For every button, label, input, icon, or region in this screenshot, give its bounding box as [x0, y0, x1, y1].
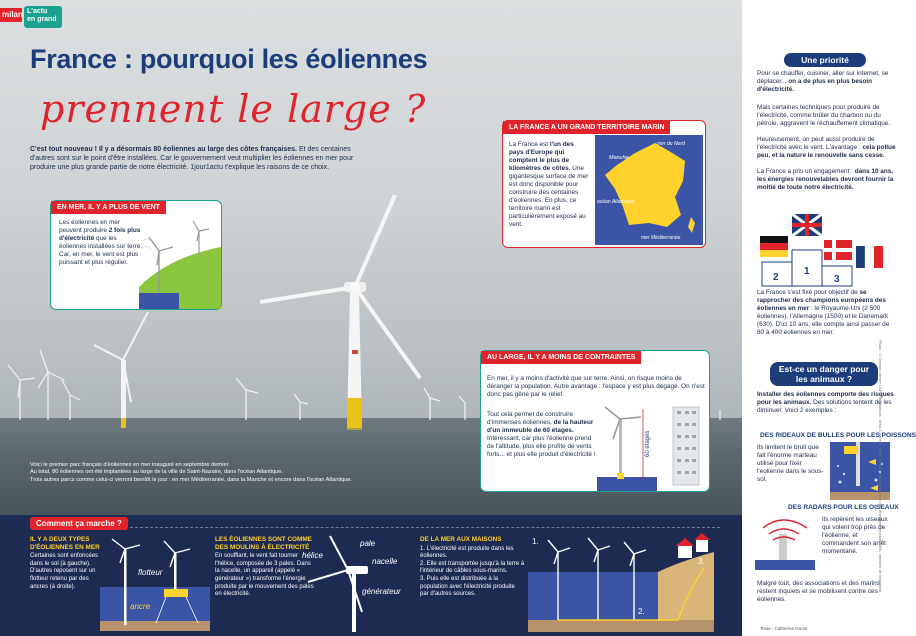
- step-1: 1. L'électricité est produite dans les éoliennes.: [420, 545, 514, 560]
- wind-land-sea-illustration: [139, 217, 221, 309]
- offshore-text-3: Intéressant, car plus l'éolienne prend de l'altitude, plus elle profite de vents forts... et plus elle produit d'électricité !: [487, 435, 596, 458]
- step-number-2: 2.: [638, 607, 645, 616]
- main-turbine: [260, 195, 420, 430]
- wind-text-bold: 2 fois plus d'électricité: [59, 227, 141, 242]
- map-text-bold: l'un des pays d'Europe qui comptent le plus de kilomètres de côtes.: [509, 141, 574, 172]
- photo-caption: [30, 462, 360, 484]
- map-label-med: mer Méditerranée: [641, 235, 681, 241]
- animals-intro-text: Des solutions tentent de les diminuer. Voici 2 exemples :: [757, 399, 892, 414]
- animals-intro: [757, 391, 897, 415]
- map-text-1: La France est: [509, 141, 550, 148]
- info-box-wind-title: EN MER, IL Y A PLUS DE VENT: [51, 201, 166, 214]
- label-nacelle: nacelle: [372, 557, 398, 566]
- champions-a: La France s'est fixé pour objectif de: [757, 289, 860, 296]
- section-tab-line1: L'actu: [27, 8, 48, 15]
- label-generator: générateur: [362, 587, 401, 596]
- podium-3: 3: [834, 274, 840, 285]
- wind-text-1: Les éoliennes en mer peuvent produire: [59, 219, 121, 234]
- intro-paragraph: [30, 145, 366, 172]
- map-label-nord: mer du Nord: [657, 141, 685, 147]
- bubbles-text: Ils limitent le bruit que fait l'énorme marteau utilisé pour fixer l'éolienne dans le sous-sol.: [757, 444, 824, 483]
- priority-1a: Pour se chauffer, cuisiner, aller sur internet, se déplacer...: [757, 70, 889, 85]
- flag-denmark: [824, 240, 852, 260]
- priority-4b: dans 10 ans, les énergies renouvelables devront fournir la moitié de toute notre électricité.: [757, 168, 894, 191]
- priority-text-1: [757, 70, 897, 94]
- band-col-types: [30, 536, 100, 591]
- priority-text-2: Mais certaines techniques pour produire de l'électricité, comme brûler du charbon ou du pétrole, aggravent le réchauffement climatique.: [757, 104, 891, 127]
- priority-3b: cela pollue peu, et la nature le renouvelle sans cesse.: [757, 144, 896, 159]
- band-col-types-title: IL Y A DEUX TYPES D'ÉOLIENNES EN MER: [30, 536, 100, 551]
- band-col-mills-title: LES ÉOLIENNES SONT COMME DES MOULINS À ÉLECTRICITÉ: [215, 536, 312, 551]
- photo-credits: [878, 340, 891, 594]
- band-divider: [130, 527, 720, 528]
- flag-france: [856, 246, 883, 268]
- priority-3a: Heureusement, on peut aussi produire de l'électricité avec le vent. L'avantage :: [757, 136, 875, 151]
- flag-germany: [760, 236, 788, 257]
- priority-text-3: [757, 136, 897, 160]
- page-title-script: prennent le large ?: [40, 87, 427, 131]
- pill-animals-line2: les animaux ?: [795, 374, 853, 384]
- champions-b: se rapprocher des champions européens des éoliennes en mer: [757, 289, 886, 312]
- radars-text: Ils repèrent les oiseaux qui volent trop près de l'éolienne, et commandent son arrêt momentané.: [822, 516, 888, 555]
- priority-4a: La France a pris un engagement :: [757, 168, 855, 175]
- medium-turbine: [94, 312, 148, 428]
- info-box-wind-text: [59, 219, 143, 267]
- measure-label: 60 étages: [645, 430, 651, 457]
- offshore-text-2: Tout cela permet de construire d'immenses éoliennes,: [487, 411, 573, 426]
- brand-label: milan: [2, 10, 23, 19]
- band-col-homes: [420, 536, 525, 599]
- turbine-vs-building-illustration: [597, 403, 707, 491]
- caption-line-2: Au total, 80 éoliennes ont été implantées au large de la ville de Saint-Nazaire, dans l'océan Atlantique.: [30, 469, 283, 476]
- step-2: 2. Elle est transportée jusqu'à la terre à l'intérieur de câbles sous-marins.: [420, 560, 525, 575]
- priority-1b: on a de plus en plus besoin d'électricité.: [757, 78, 873, 93]
- heading-bubbles: DES RIDEAUX DE BULLES POUR LES POISSONS: [760, 432, 916, 439]
- wind-text-2: que les éoliennes installées sur terre. Car, en mer, le vent est plus puissant et plus régulier.: [59, 235, 143, 266]
- info-box-map-title: LA FRANCE A UN GRAND TERRITOIRE MARIN: [503, 121, 670, 134]
- step-number-3: 3.: [698, 557, 705, 566]
- section-tab: [24, 6, 62, 28]
- podium-1: 1: [804, 266, 810, 277]
- band-col-mills-text: En soufflant, le vent fait tourner l'hélice, composée de 3 pales. Dans la nacelle, un appareil (appelé « générateur ») transforme l'énergie produite par le mouvement des pales en électricité.: [215, 553, 314, 598]
- info-box-offshore-text: En mer, il y a moins d'activité que sur terre. Ainsi, on risque moins de déranger la population. Autre avantage : l'espace y est plus dégagé. On n'est donc pas gêné par le relief.: [487, 375, 705, 398]
- offshore-text-bold: de la hauteur d'un immeuble de 60 étages.: [487, 419, 594, 434]
- turbine-types-illustration: [100, 535, 210, 631]
- pill-animals-line1: Est-ce un danger pour: [778, 364, 870, 374]
- label-blade: pale: [360, 539, 376, 548]
- info-box-offshore: [480, 350, 710, 492]
- flag-uk: [792, 214, 822, 236]
- info-box-wind: [50, 200, 222, 310]
- champions-c: : le Royaume-Uni (2 500 éoliennes), l'Allemagne (1500) et le Danemark (630). D'ici 10 ans, elle compte ainsi passer de 80 à 400 éoliennes en mer.: [757, 305, 890, 336]
- label-float: flotteur: [138, 568, 163, 577]
- caption-line-1: Voici le premier parc français d'éoliennes en mer inauguré en septembre dernier.: [30, 462, 230, 468]
- map-label-atlantique: océan Atlantique: [597, 199, 635, 205]
- band-col-homes-title: DE LA MER AUX MAISONS: [420, 536, 502, 543]
- champions-text: [757, 289, 897, 337]
- brand-tab: [0, 8, 22, 22]
- closing-text: Malgré tout, des associations et des marins restent inquiets et se mobilisent contre ces éoliennes.: [757, 580, 880, 603]
- page-title: France : pourquoi les éoliennes: [30, 44, 428, 74]
- label-anchor: ancre: [130, 602, 151, 611]
- france-map: [595, 135, 703, 245]
- info-box-map-text: [509, 141, 589, 229]
- turbine-parts-illustration: [300, 532, 408, 632]
- step-number-1: 1.: [532, 537, 539, 546]
- text-credit: Texte : Catherine Gucet: [760, 626, 808, 631]
- animals-intro-bold: Installer des éoliennes comporte des risques pour les animaux.: [757, 391, 894, 406]
- heading-radars: DES RADARS POUR LES OISEAUX: [788, 504, 899, 511]
- podium-2: 2: [773, 272, 779, 283]
- info-box-offshore-title: AU LARGE, IL Y A MOINS DE CONTRAINTES: [481, 351, 641, 364]
- info-box-map: [502, 120, 706, 248]
- intro-bold: C'est tout nouveau ! Il y a désormais 80 éoliennes au large des côtes françaises.: [30, 146, 297, 153]
- section-pill-animals: [770, 362, 878, 386]
- section-pill-priority: Une priorité: [784, 53, 866, 67]
- intro-text: Et des centaines d'autres sont sur le point d'être installées. Car le gouvernement veut multiplier les éoliennes en mer pour produire une plus grande partie de notre électricité. 1jour1actu t'explique les raisons de ce choix.: [30, 146, 354, 171]
- section-tab-line2: en grand: [27, 16, 57, 23]
- map-label-manche: Manche: [609, 155, 629, 161]
- how-it-works-title: Comment ça marche ?: [30, 517, 128, 530]
- sea-to-homes-illustration: [528, 532, 714, 632]
- caption-line-3: Trois autres parcs comme celui-ci verront bientôt le jour : en mer Méditerranée, dans la Manche et encore dans l'océan Atlantique.: [30, 476, 353, 483]
- band-col-types-text: Certaines sont enfoncées dans le sol (à gauche). D'autres reposent sur un flotteur retenu par des ancres (à droite).: [30, 553, 99, 590]
- priority-text-4: [757, 168, 897, 192]
- podium-flags-illustration: [748, 210, 888, 286]
- label-propeller: hélice: [302, 551, 323, 560]
- bird-radar-illustration: [755, 514, 815, 570]
- map-text-2: Une gigantesque surface de mer est donc disponible pour construire des centaines d'éoliennes. En plus, ce territoire marin est particulièrement exposé au vent.: [509, 165, 589, 228]
- step-3: 3. Puis elle est distribuée à la population avec l'électricité produite par d'autres sources.: [420, 575, 515, 598]
- photo-credits-text: Photo : © Damien Meyer / AFP. Illustrations : Marc Cotterau. Merci à Paul Neau, spécialiste des énergies renouvelables, membre de négaWatt.: [878, 340, 883, 594]
- info-box-offshore-text-2: [487, 411, 597, 459]
